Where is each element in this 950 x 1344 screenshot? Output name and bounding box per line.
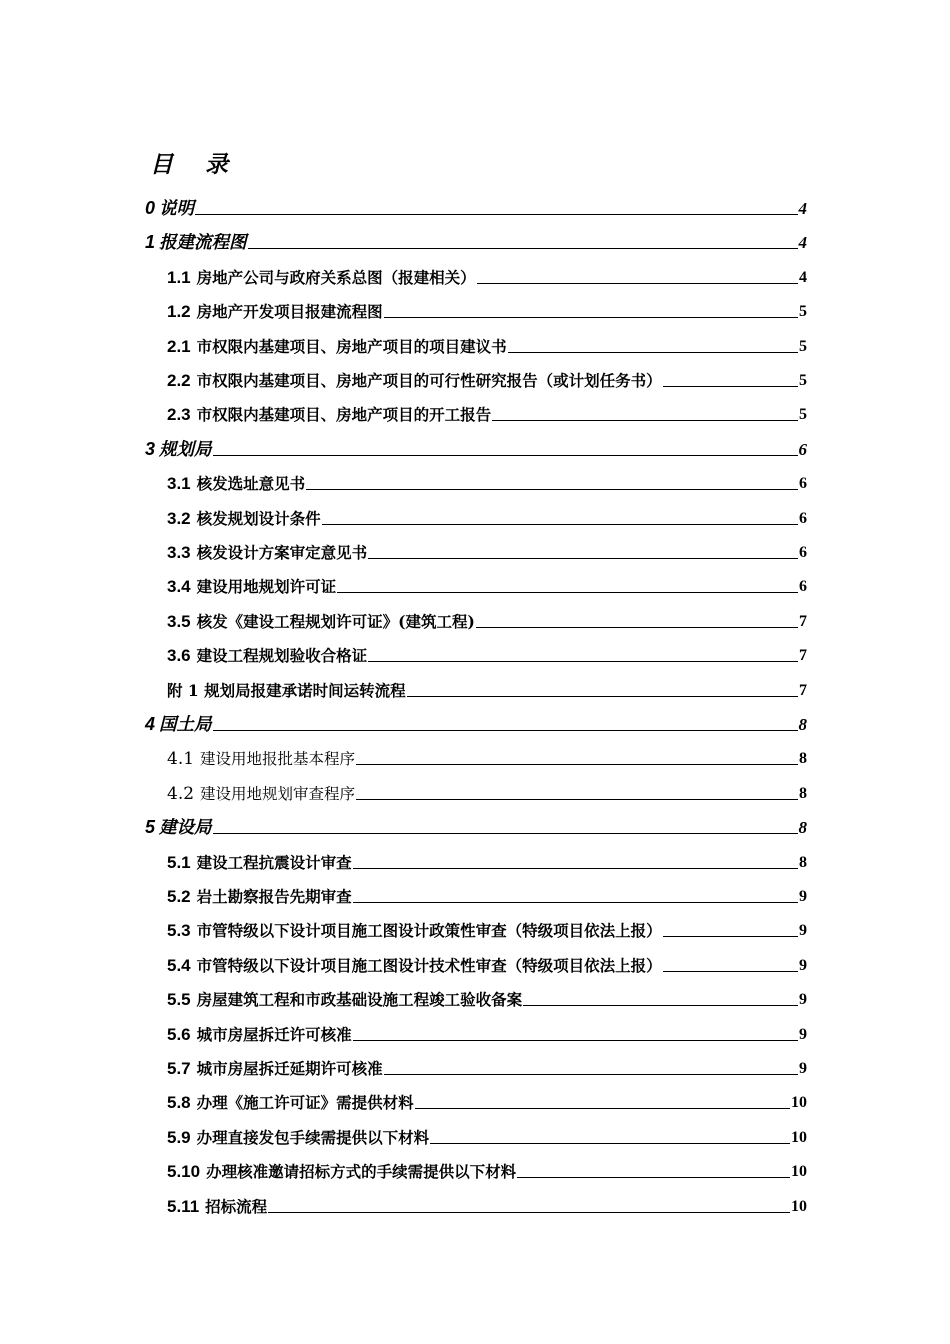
toc-page-number: 7 [799,612,807,630]
toc-entry-label [167,784,355,804]
toc-page-number: 5 [799,406,807,424]
toc-entry-label [167,990,522,1010]
toc-page-number: 8 [798,818,807,838]
toc-entry-number: 3.1 [167,474,191,494]
toc-entry[interactable] [167,258,807,288]
toc-entry-label [145,232,247,253]
toc-entry-label [167,612,475,632]
toc-entry-label [167,956,662,976]
toc-entry-number: 5.8 [167,1093,191,1113]
toc-leader-line [356,763,798,765]
toc-entry-text: 核发《建设工程规划许可证》(建筑工程) [196,611,475,631]
toc-leader-line [384,316,798,318]
toc-entry-label [145,198,194,219]
toc-leader-line [268,1211,790,1213]
toc-entry-number: 3.6 [167,646,191,666]
toc-leader-line [477,282,798,284]
toc-entry-label [167,1162,516,1182]
toc-leader-line [213,832,798,834]
toc-entry[interactable] [167,980,807,1010]
toc-entry-text: 办理核准邀请招标方式的手续需提供以下材料 [206,1162,517,1182]
toc-entry-text: 岩土勘察报告先期审查 [196,887,352,906]
toc-entry-text: 房地产公司与政府关系总图（报建相关） [196,267,476,287]
toc-page-number: 5 [799,337,807,355]
toc-entry[interactable] [167,292,807,322]
toc-leader-line [353,867,798,869]
toc-entry-label [167,371,662,391]
toc-entry-text: 报建流程图 [159,233,247,254]
toc-entry-label [167,577,336,597]
toc-entry-label [167,302,383,322]
toc-entry-label [145,817,212,838]
toc-entry-number: 3.3 [167,543,191,562]
toc-entry-number: 5 [145,817,156,838]
toc-page-number: 4 [798,233,807,253]
toc-entry-text: 办理直接发包手续需提供以下材料 [196,1127,430,1147]
toc-page-number: 9 [799,1025,807,1043]
toc-entry-label [167,474,305,494]
toc-leader-line [368,660,798,662]
toc-entry-label [167,268,476,288]
toc-entry-text: 市权限内基建项目、房地产项目的开工报告 [196,405,492,425]
toc-page-number: 9 [799,922,807,940]
toc-entry-number: 2.2 [167,371,191,390]
toc-entry-text: 说明 [159,199,195,219]
toc-entry-label [167,543,367,563]
toc-page-number: 6 [799,578,807,596]
toc-leader-line [356,798,798,800]
toc-leader-line [476,626,798,628]
toc-page-number: 10 [791,1128,807,1146]
toc-entry-label [167,853,352,873]
toc-entry-number: 5.7 [167,1059,191,1078]
toc-entry-text: 房地产开发项目报建流程图 [196,302,383,322]
toc-entry-text: 招标流程 [205,1196,268,1216]
toc-page-number: 6 [799,509,807,527]
toc-page-number: 4 [798,199,807,218]
toc-entry[interactable] [167,1187,807,1217]
toc-page-number: 8 [799,750,807,768]
toc-page-number: 8 [799,853,807,871]
toc-entry[interactable] [167,567,807,597]
toc-leader-line [306,488,798,490]
toc-entry-number: 5.11 [167,1196,200,1216]
toc-leader-line [213,729,798,731]
toc-entry-text: 国土局 [159,715,212,735]
toc-entry[interactable] [145,808,807,838]
toc-page-number: 4 [799,268,807,286]
toc-entry-number: 1.2 [167,302,191,322]
toc-entry-number: 2.3 [167,405,191,425]
toc-entry-label [167,646,367,666]
toc-entry-text: 建设工程规划验收合格证 [196,646,368,666]
toc-entry-label [167,887,352,907]
toc-entry-label [145,439,212,460]
toc-entry-text: 核发规划设计条件 [196,508,321,528]
toc-entry-label [145,714,212,735]
toc-entry-number: 5.6 [167,1024,191,1044]
toc-page-number: 10 [791,1094,807,1112]
toc-leader-line [195,213,797,215]
toc-entry-number: 3.5 [167,611,191,631]
toc-entry-number: 5.10 [167,1162,201,1182]
toc-entry[interactable] [167,1118,807,1148]
toc-page-number: 8 [799,784,807,802]
toc-page-number: 10 [791,1197,807,1215]
toc-entry-text: 建设用地报批基本程序 [200,750,356,769]
toc-leader-line [368,557,798,559]
toc-leader-line [353,1039,798,1041]
toc-page-number: 9 [799,888,807,905]
toc-page-number: 9 [799,956,807,974]
toc-entry[interactable] [167,877,807,907]
toc-page-number: 5 [799,372,807,389]
toc-leader-line [337,591,798,593]
toc-entry[interactable] [167,395,807,425]
toc-entry-text: 市管特级以下设计项目施工图设计政策性审查（特级项目依法上报） [196,921,662,941]
toc-entry[interactable] [167,774,807,804]
toc-leader-line [663,970,798,972]
toc-entry-text: 市管特级以下设计项目施工图设计技术性审查（特级项目依法上报） [196,955,662,975]
toc-entry[interactable] [145,223,807,253]
toc-entry-number: 5.9 [167,1127,191,1147]
toc-leader-line [663,935,798,937]
toc-page-number: 6 [799,544,807,561]
toc-entry-label [167,405,491,425]
toc-entry-number: 4 [145,714,156,734]
toc-entry[interactable] [145,430,807,460]
toc-entry-text: 城市房屋拆迁延期许可核准 [196,1059,383,1078]
toc-page-number: 6 [798,439,807,459]
toc-leader-line [508,351,798,353]
toc-entry[interactable] [167,671,807,701]
toc-entry-text: 建设工程抗震设计审查 [196,852,352,872]
toc-entry[interactable] [167,327,807,357]
toc-entry-label [167,1128,429,1148]
toc-entry[interactable] [167,911,807,941]
toc-entry-text: 房屋建筑工程和市政基础设施工程竣工验收备案 [196,990,523,1010]
toc-entry-number: 2.1 [167,336,191,356]
toc-page-number: 9 [799,991,807,1009]
toc-entry-label [167,749,355,769]
toc-entry-label [167,337,507,357]
toc-entry-number: 3.4 [167,577,191,597]
toc-page-number: 9 [799,1060,807,1077]
toc-entry-number: 3 [145,438,156,459]
toc-entry-text: 规划局 [159,439,212,460]
toc-entry-label [167,1025,352,1045]
toc-page-number: 7 [799,647,807,665]
toc-entry[interactable] [167,1083,807,1113]
toc-leader-line [353,901,798,903]
toc-leader-line [213,454,798,456]
toc-leader-line [523,1004,798,1006]
toc-entry-number: 5.2 [167,887,191,906]
toc-entry[interactable] [167,946,807,976]
toc-entry-text: 办理《施工许可证》需提供材料 [196,1093,414,1113]
toc-entry-label [167,1197,267,1217]
toc-entry-number: 1.1 [167,267,191,287]
toc-page-number: 8 [798,715,807,734]
toc-entry-text: 建设用地规划审查程序 [200,784,356,803]
toc-entry-number: 5.1 [167,852,191,872]
toc-entry-text: 城市房屋拆迁许可核准 [196,1024,352,1044]
toc-leader-line [384,1073,798,1075]
toc-leader-line [430,1142,790,1144]
toc-entry-number: 4.1 [167,749,195,770]
toc-leader-line [248,247,798,249]
toc-page-number: 5 [799,303,807,321]
toc-title: 目 录 [150,151,241,178]
toc-entry[interactable] [167,464,807,494]
toc-entry-number: 5.3 [167,921,191,941]
toc-entry-number: 5.4 [167,955,191,975]
toc-page-number: 7 [799,681,807,699]
toc-entry-text: 建设局 [159,818,212,839]
toc-leader-line [492,419,798,421]
toc-leader-line [415,1107,790,1109]
toc-entry[interactable] [167,602,807,632]
toc-entry-text: 市权限内基建项目、房地产项目的项目建议书 [196,336,507,356]
toc-entry-number: 4.2 [167,783,195,804]
toc-entry-text: 核发选址意见书 [196,474,306,494]
toc-entry[interactable] [145,705,807,735]
toc-leader-line [517,1176,790,1178]
toc-entry-label [167,921,662,941]
toc-entry[interactable] [167,739,807,769]
toc-page-number: 6 [799,475,807,493]
toc-entry-text: 建设用地规划许可证 [196,577,337,597]
toc-page-number: 10 [791,1163,807,1181]
toc-entry-label [167,509,321,529]
toc-entry-label [167,1059,383,1079]
toc-entry[interactable] [167,499,807,529]
toc-entry[interactable] [167,843,807,873]
toc-entry-number: 5.5 [167,990,191,1010]
toc-entry-text: 市权限内基建项目、房地产项目的可行性研究报告（或计划任务书） [196,371,662,390]
toc-entry-label [167,681,406,701]
toc-entry[interactable] [167,636,807,666]
toc-entry-text: 附 1 规划局报建承诺时间运转流程 [167,680,406,700]
toc-entry[interactable] [167,1015,807,1045]
toc-entry-label [167,1093,414,1113]
toc-entry-number: 1 [145,232,156,253]
toc-entry[interactable] [145,189,807,219]
toc-entry[interactable] [167,533,807,563]
toc-entry-text: 核发设计方案审定意见书 [196,543,368,562]
toc-leader-line [407,695,798,697]
toc-entry-number: 0 [145,198,156,218]
toc-entry[interactable] [167,361,807,391]
toc-entry[interactable] [167,1152,807,1182]
toc-leader-line [322,523,798,525]
toc-leader-line [663,385,798,387]
toc-entry-number: 3.2 [167,508,191,528]
toc-entry[interactable] [167,1049,807,1079]
